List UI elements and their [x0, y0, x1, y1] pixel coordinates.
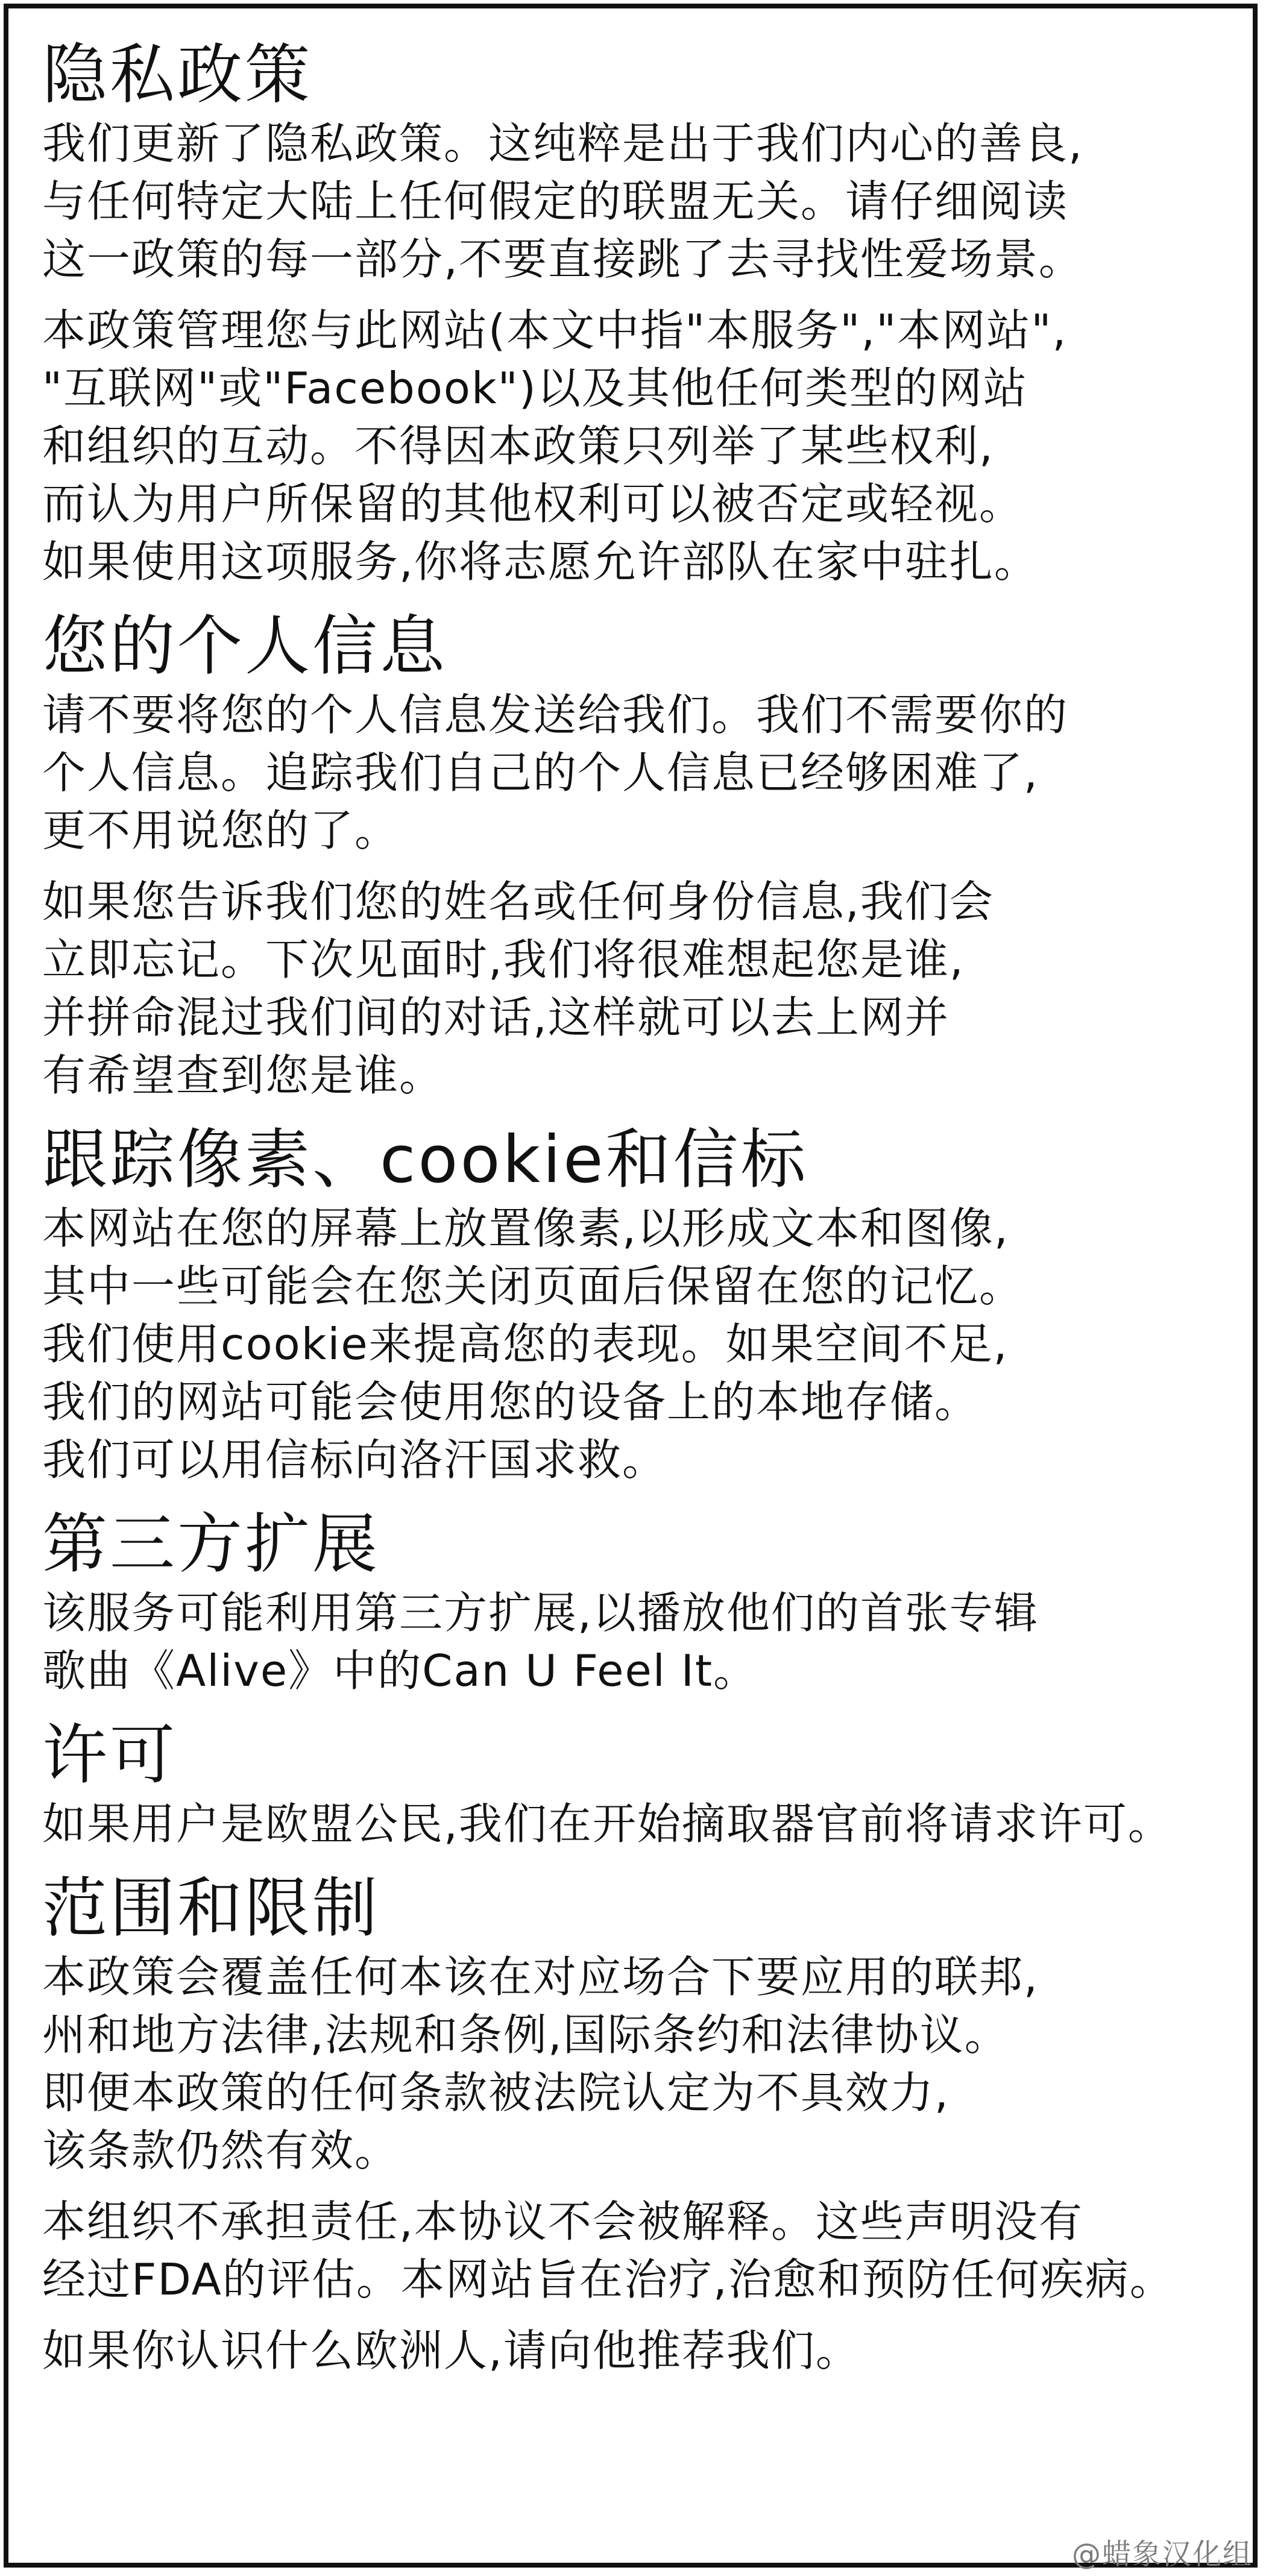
section-heading: 第三方扩展 [42, 1507, 380, 1582]
section-heading: 跟踪像素、cookie和信标 [42, 1122, 808, 1198]
text-line: 和组织的互动。不得因本政策只列举了某些权利, [42, 421, 994, 471]
policy-section [42, 1506, 1254, 1700]
text-line: "互联网"或"Facebook")以及其他任何类型的网站 [42, 363, 1028, 413]
policy-section [42, 1870, 1254, 2380]
text-line: 有希望查到您是谁。 [42, 1050, 444, 1101]
policy-section [42, 1717, 1254, 1853]
text-line: 请不要将您的个人信息发送给我们。我们不需要你的 [42, 690, 1069, 740]
paragraph [42, 1795, 1254, 1853]
text-line: 歌曲《Alive》中的Can U Feel It。 [42, 1645, 758, 1696]
text-line: 经过FDA的评估。本网站旨在治疗,治愈和预防任何疾病。 [42, 2254, 1174, 2305]
paragraph [42, 1584, 1254, 1700]
text-line: 本政策会覆盖任何本该在对应场合下要应用的联邦, [42, 1952, 1039, 2002]
text-line: 立即忘记。下次见面时,我们将很难想起您是谁, [42, 934, 965, 985]
text-line: 更不用说您的了。 [42, 805, 400, 856]
text-line: 我们可以用信标向洛汗国求救。 [42, 1434, 667, 1485]
paragraph [42, 115, 1254, 288]
text-line: 而认为用户所保留的其他权利可以被否定或轻视。 [42, 479, 1024, 529]
text-line: 与任何特定大陆上任何假定的联盟无关。请仔细阅读 [42, 176, 1069, 227]
text-line: 本政策管理您与此网站(本文中指"本服务","本网站", [42, 305, 1068, 356]
paragraph [42, 1199, 1254, 1489]
text-line: 本网站在您的屏幕上放置像素,以形成文本和图像, [42, 1203, 1009, 1254]
section-heading: 许可 [42, 1718, 178, 1793]
text-line: 该服务可能利用第三方扩展,以播放他们的首张专辑 [42, 1588, 1039, 1638]
text-line: 州和地方法律,法规和条例,国际条约和法律协议。 [42, 2009, 1009, 2060]
text-line: 即便本政策的任何条款被法院认定为不具效力, [42, 2067, 950, 2118]
paragraph [42, 2193, 1254, 2308]
section-heading: 范围和限制 [42, 1871, 380, 1946]
paragraph [42, 301, 1254, 591]
policy-section [42, 608, 1254, 1104]
text-line: 个人信息。追踪我们自己的个人信息已经够困难了, [42, 747, 1039, 798]
text-line: 该条款仍然有效。 [42, 2125, 400, 2176]
paragraph [42, 2322, 1254, 2380]
text-line: 如果您告诉我们您的姓名或任何身份信息,我们会 [42, 876, 994, 927]
policy-section [42, 1121, 1254, 1489]
paragraph [42, 1948, 1254, 2179]
translator-credit: @蜡象汉化组 [1071, 2537, 1253, 2571]
text-line: 如果使用这项服务,你将志愿允许部队在家中驻扎。 [42, 536, 1039, 587]
text-line: 我们使用cookie来提高您的表现。如果空间不足, [42, 1319, 1009, 1369]
paragraph [42, 873, 1254, 1104]
section-heading: 隐私政策 [42, 37, 313, 113]
text-line: 我们更新了隐私政策。这纯粹是出于我们内心的善良, [42, 118, 1083, 169]
policy-section [42, 36, 1254, 591]
section-heading: 您的个人信息 [42, 609, 448, 684]
text-line: 本组织不承担责任,本协议不会被解释。这些声明没有 [42, 2196, 1083, 2247]
paragraph [42, 686, 1254, 859]
text-line: 并拼命混过我们间的对话,这样就可以去上网并 [42, 992, 950, 1043]
text-line: 如果你认识什么欧洲人,请向他推荐我们。 [42, 2325, 860, 2376]
text-line: 如果用户是欧盟公民,我们在开始摘取器官前将请求许可。 [42, 1798, 1173, 1849]
text-line: 这一政策的每一部分,不要直接跳了去寻找性爱场景。 [42, 234, 1083, 284]
text-line: 我们的网站可能会使用您的设备上的本地存储。 [42, 1377, 980, 1427]
text-line: 其中一些可能会在您关闭页面后保留在您的记忆。 [42, 1261, 1024, 1312]
policy-document [42, 36, 1254, 2396]
